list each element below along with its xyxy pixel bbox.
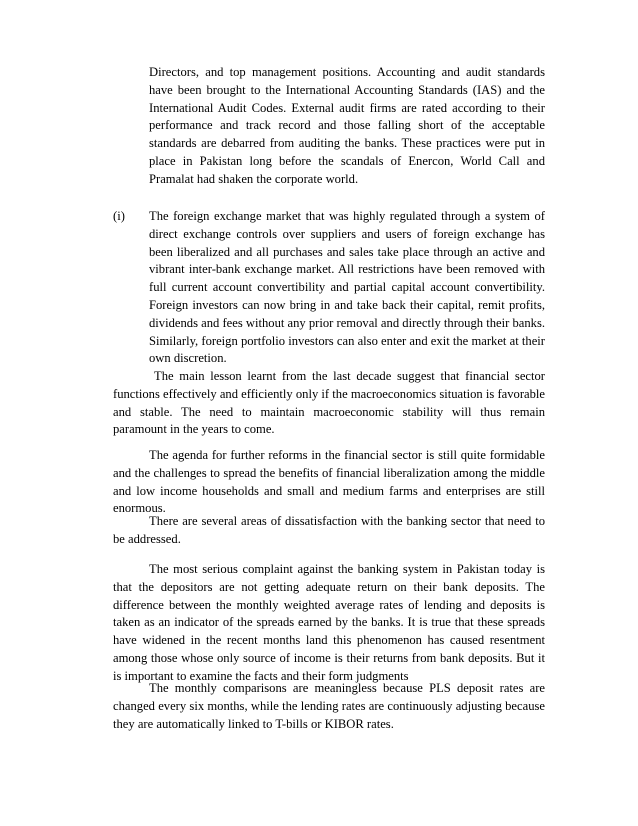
list-item-marker: (i) [113,209,125,223]
continued-paragraph: Directors, and top management positions. Accounting and audit standards have been brought to the International Accounting Standards (IAS) and the International Audit Codes. External audit firms are rated according to their performance and track record and those falling short of the acceptable standards are debarred from auditing the banks. These practices were put in place in Pakistan long before the scandals of Enercon, World Call and Pramalat had shaken the corporate world. [149,65,545,186]
paragraph-depositor-complaint: The most serious complaint against the banking system in Pakistan today is that the depositors are not getting adequate return on their bank deposits. The difference between the monthly weighted average rates of lending and deposits is taken as an indicator of the spreads earned by the banks. It is true that these spreads have widened in the recent months land this phenomenon has caused resentment among those whose only source of income is their returns from bank deposits. But it is important to examine the facts and their form judgments [113,562,545,683]
paragraph-dissatisfaction: There are several areas of dissatisfaction with the banking sector that need to be addressed. [113,514,545,546]
paragraph-main-lesson: The main lesson learnt from the last decade suggest that financial sector functions effectively and efficiently only if the macroeconomics situation is favorable and stable. The need to maintain macroeconomic stability will thus remain paramount in the years to come. [113,369,545,437]
paragraph-reform-agenda: The agenda for further reforms in the financial sector is still quite formidable and the challenges to spread the benefits of financial liberalization among the middle and low income households and small and medium farms and enterprises are still enormous. [113,448,545,516]
paragraph-monthly-comparisons: The monthly comparisons are meaningless because PLS deposit rates are changed every six months, while the lending rates are continuously adjusting because they are automatically linked to T-bills or KIBOR rates. [113,681,545,731]
list-item-text: The foreign exchange market that was highly regulated through a system of direct exchange controls over suppliers and users of foreign exchange has been liberalized and all purchases and sales take place through an active and vibrant inter-bank exchange market. All restrictions have been removed with full current account convertibility and partial capital account convertibility. Foreign investors can now bring in and take back their capital, remit profits, dividends and fees without any prior removal and directly through their banks. Similarly, foreign portfolio investors can also enter and exit the market at their own discretion. [149,209,545,366]
